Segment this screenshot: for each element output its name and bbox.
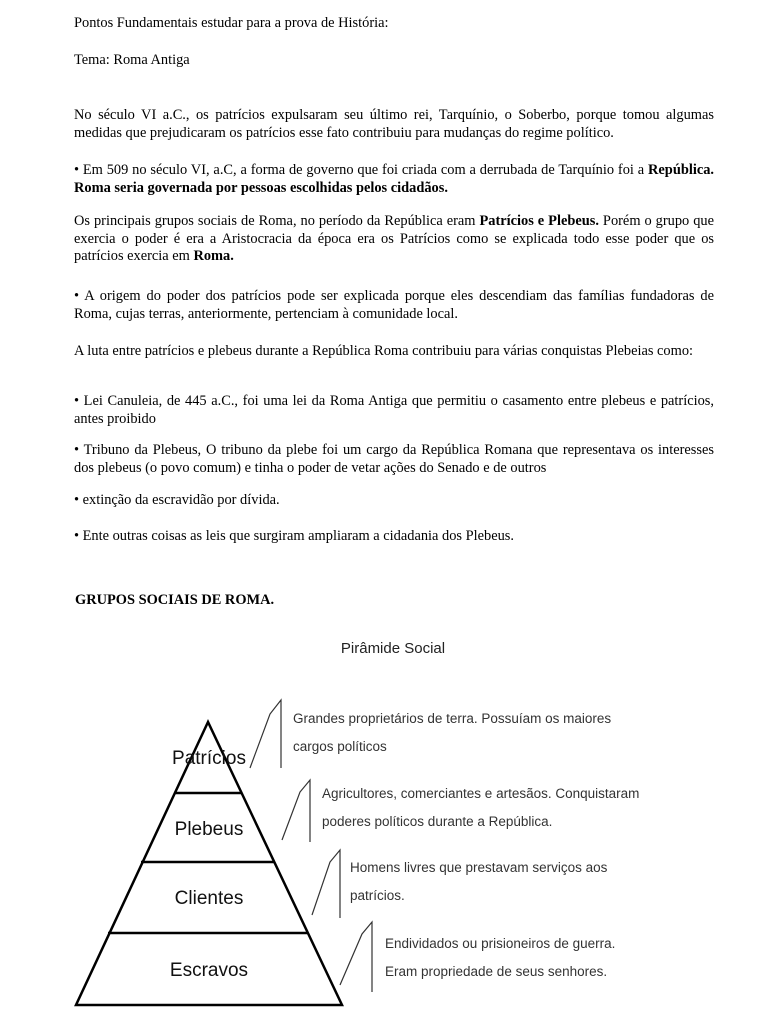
pyramid-callout-bracket [282, 780, 310, 842]
pyramid-desc-plebeus-line1: Agricultores, comerciantes e artesãos. Conquistaram [322, 786, 640, 801]
paragraph-escravidao: • extinção da escravidão por dívida. [74, 492, 280, 508]
document-heading: Pontos Fundamentais estudar para a prova de História: [74, 15, 389, 31]
paragraph-republica-text: • Em 509 no século VI, a.C, a forma de governo que foi criada com a derrubada de Tarquínio foi a [74, 162, 649, 178]
paragraph-tarquinio: No século VI a.C., os patrícios expulsaram seu último rei, Tarquínio, o Soberbo, porque tomou algumas medidas que prejudicaram os patrícios esse fato contribuiu para mudanças do regime político. [74, 107, 714, 141]
paragraph-republica-bold: República. Roma seria governada por pessoas escolhidas pelos cidadãos. [74, 162, 714, 196]
pyramid-desc-patricios-line1: Grandes proprietários de terra. Possuíam os maiores [293, 711, 612, 726]
pyramid-level-patricios: Patrícios [172, 748, 246, 769]
pyramid-desc-clientes-line1: Homens livres que prestavam serviços aos [350, 860, 608, 875]
section-heading: GRUPOS SOCIAIS DE ROMA. [75, 592, 275, 608]
pyramid-desc-clientes-line2: patrícios. [350, 888, 405, 903]
paragraph-grupos-bold-b: Roma. [193, 248, 234, 265]
paragraph-grupos-text-a: Os principais grupos sociais de Roma, no período da República eram [74, 213, 480, 229]
pyramid-callout-bracket [340, 922, 372, 992]
paragraph-grupos-bold-a: Patrícios e Plebeus. [479, 213, 599, 229]
paragraph-grupos-text-b: Porém o grupo que exercia o poder é era a Aristocracia da época era os Patrícios como se explicada todo esse poder que os patrícios exercia em [74, 213, 714, 265]
pyramid-callout-bracket [312, 850, 340, 918]
paragraph-cidadania: • Ente outras coisas as leis que surgiram ampliaram a cidadania dos Plebeus. [74, 528, 514, 544]
paragraph-luta: A luta entre patrícios e plebeus durante a República Roma contribuiu para várias conquistas Plebeias como: [74, 343, 694, 359]
pyramid-desc-escravos-line1: Endividados ou prisioneiros de guerra. [385, 936, 616, 951]
paragraph-lei-canuleia: • Lei Canuleia, de 445 a.C., foi uma lei da Roma Antiga que permitiu o casamento entre plebeus e patrícios, antes proibido [74, 393, 714, 427]
paragraph-origem-poder: • A origem do poder dos patrícios pode ser explicada porque eles descendiam das famílias fundadoras de Roma, cujas terras, anteriormente, pertenciam à comunidade local. [74, 288, 714, 322]
pyramid-level-escravos: Escravos [169, 960, 249, 981]
pyramid-callout-bracket [250, 700, 281, 768]
document-theme: Tema: Roma Antiga [74, 52, 190, 68]
pyramid-desc-escravos-line2: Eram propriedade de seus senhores. [385, 964, 608, 979]
pyramid-level-plebeus: Plebeus [174, 819, 244, 840]
pyramid-title: Pirâmide Social [340, 640, 446, 657]
pyramid-level-clientes: Clientes [174, 888, 244, 909]
paragraph-tribuno: • Tribuno da Plebeus, O tribuno da plebe foi um cargo da República Romana que representava os interesses dos plebeus (o povo comum) e tinha o poder de vetar ações do Senado e de outros [74, 442, 714, 476]
pyramid-desc-patricios-line2: cargos políticos [293, 739, 387, 754]
pyramid-desc-plebeus-line2: poderes políticos durante a República. [322, 814, 553, 829]
